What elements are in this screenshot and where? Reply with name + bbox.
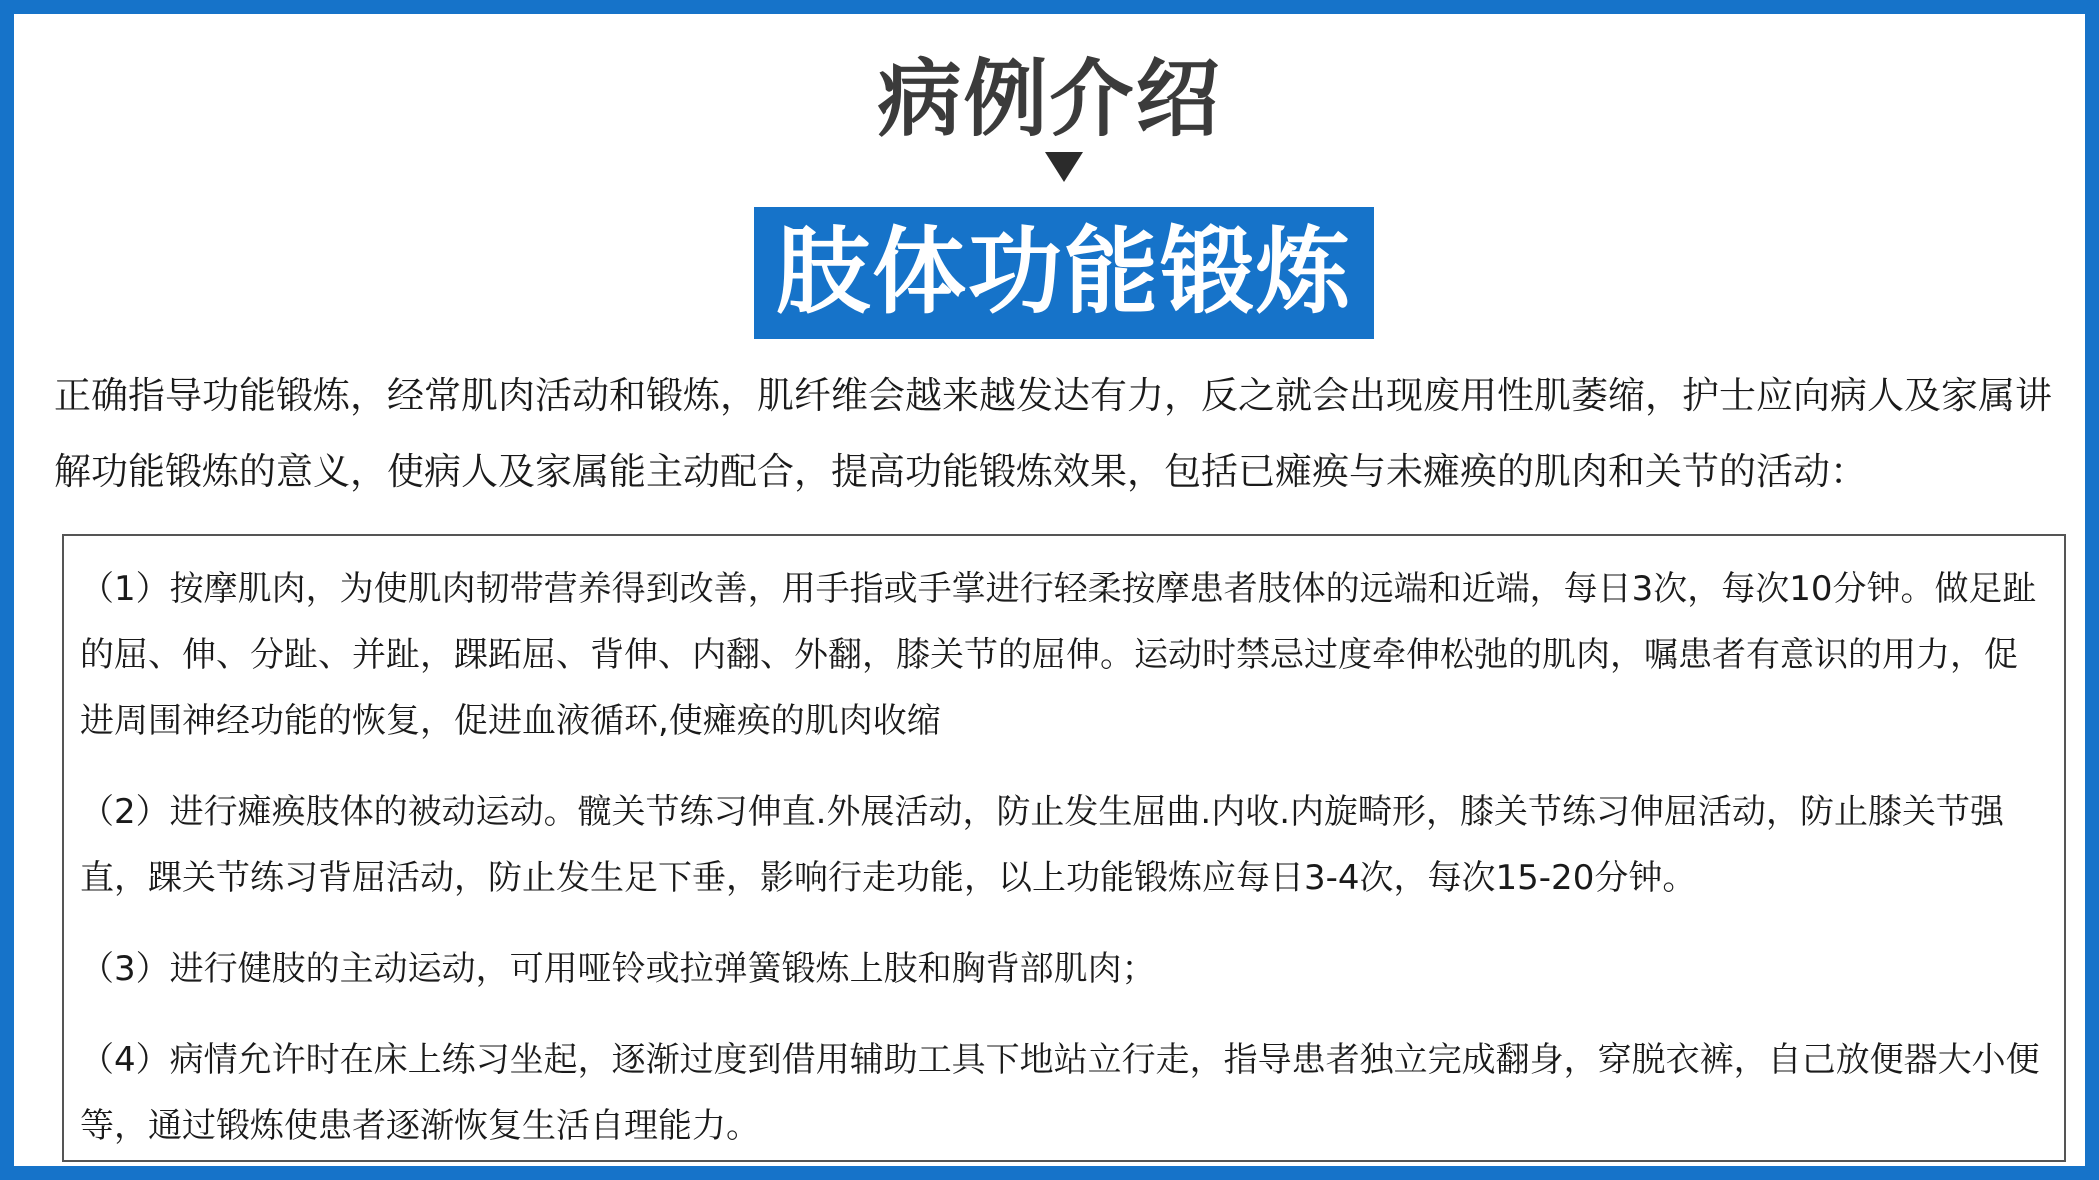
exercise-item-3: （3）进行健肢的主动运动，可用哑铃或拉弹簧锻炼上肢和胸背部肌肉； bbox=[80, 949, 1156, 989]
exercise-list-box bbox=[62, 534, 2066, 1162]
exercise-item-1: （1）按摩肌肉，为使肌肉韧带营养得到改善，用手指或手掌进行轻柔按摩患者肢体的远端和近端，每日3次，每次10分钟。做足趾的屈、伸、分趾、并趾，踝跖屈、背伸、内翻、外翻，膝关节的屈伸。运动时禁忌过度牵伸松弛的肌肉，嘱患者有意识的用力，促进周围神经功能的恢复，促进血液循环,使瘫痪的肌肉收缩 bbox=[80, 569, 2037, 741]
exercise-item-4: （4）病情允许时在床上练习坐起，逐渐过度到借用辅助工具下地站立行走，指导患者独立完成翻身，穿脱衣裤，自己放便器大小便等，通过锻炼使患者逐渐恢复生活自理能力。 bbox=[80, 1040, 2040, 1146]
down-triangle-icon bbox=[1045, 152, 1083, 182]
exercise-item-2: （2）进行瘫痪肢体的被动运动。髋关节练习伸直.外展活动，防止发生屈曲.内收.内旋畸形，膝关节练习伸屈活动，防止膝关节强直，踝关节练习背屈活动，防止发生足下垂，影响行走功能，以上功能锻炼应每日3-4次，每次15-20分钟。 bbox=[80, 792, 2005, 898]
section-title-banner: 肢体功能锻炼 bbox=[754, 207, 1374, 339]
page-title: 病例介绍 bbox=[877, 50, 1222, 148]
intro-paragraph: 正确指导功能锻炼，经常肌肉活动和锻炼，肌纤维会越来越发达有力，反之就会出现废用性肌萎缩，护士应向病人及家属讲解功能锻炼的意义，使病人及家属能主动配合，提高功能锻炼效果，包括已瘫痪与未瘫痪的肌肉和关节的活动： bbox=[54, 374, 2052, 493]
